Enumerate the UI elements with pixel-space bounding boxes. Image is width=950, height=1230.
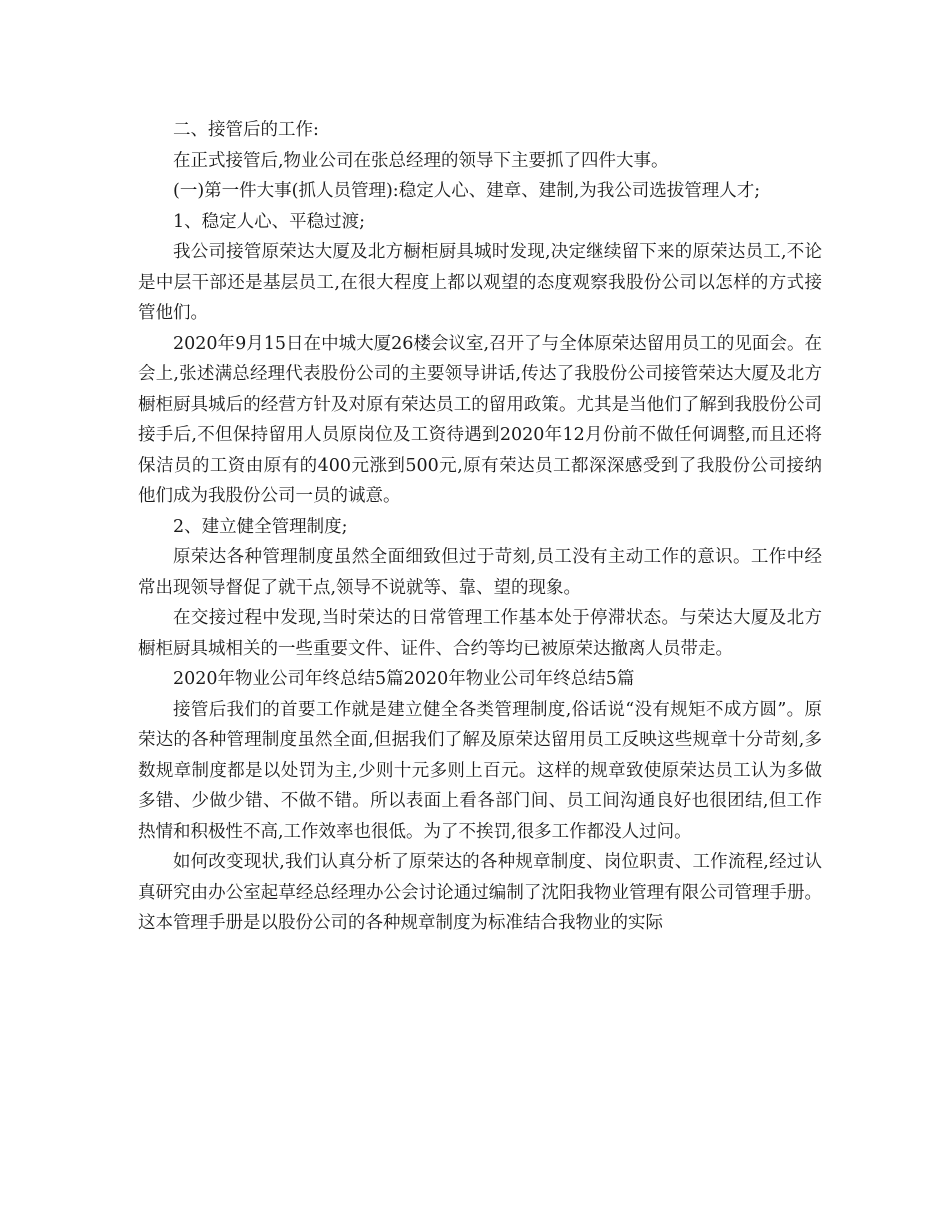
paragraph: 接管后我们的首要工作就是建立健全各类管理制度,俗话说“没有规矩不成方圆”。原荣达的各种管理制度虽然全面,但据我们了解及原荣达留用员工反映这些规章十分苛刻,多数规章制度都是以处罚为主,少则十元多则上百元。这样的规章致使原荣达员工认为多做多错、少做少错、不做不错。所以表面上看各部门间、员工间沟通良好也很团结,但工作热情和积极性不高,工作效率也很低。为了不挨罚,很多工作都没人过问。 — [138, 699, 822, 842]
paragraph: 2020年9月15日在中城大厦26楼会议室,召开了与全体原荣达留用员工的见面会。在会上,张述满总经理代表股份公司的主要领导讲话,传达了我股份公司接管荣达大厦及北方橱柜厨具城后的经营方针及对原有荣达员工的留用政策。尤其是当他们了解到我股份公司接手后,不但保持留用人员原岗位及工资待遇到2020年12月份前不做任何调整,而且还将保洁员的工资由原有的400元涨到500元,原有荣达员工都深深感受到了我股份公司接纳他们成为我股份公司一员的诚意。 — [138, 333, 822, 506]
title-line: 2020年物业公司年终总结5篇2020年物业公司年终总结5篇 — [173, 669, 635, 689]
paragraph: 原荣达各种管理制度虽然全面细致但过于苛刻,员工没有主动工作的意识。工作中经常出现领导督促了就干点,领导不说就等、靠、望的现象。 — [138, 547, 822, 598]
paragraph: 我公司接管原荣达大厦及北方橱柜厨具城时发现,决定继续留下来的原荣达员工,不论是中层干部还是基层员工,在很大程度上都以观望的态度观察我股份公司以怎样的方式接管他们。 — [138, 242, 822, 323]
item-heading: 1、稳定人心、平稳过渡; — [173, 211, 366, 232]
item-heading: 2、建立健全管理制度; — [173, 516, 348, 537]
paragraph: 在正式接管后,物业公司在张总经理的领导下主要抓了四件大事。 — [173, 150, 669, 171]
section-heading: 二、接管后的工作: — [173, 120, 319, 140]
subsection-heading: (一)第一件大事(抓人员管理):稳定人心、建章、建制,为我公司选拔管理人才; — [173, 181, 761, 201]
document-body — [138, 115, 822, 939]
paragraph: 在交接过程中发现,当时荣达的日常管理工作基本处于停滞状态。与荣达大厦及北方橱柜厨具城相关的一些重要文件、证件、合约等均已被原荣达撤离人员带走。 — [138, 608, 822, 659]
paragraph: 如何改变现状,我们认真分析了原荣达的各种规章制度、岗位职责、工作流程,经过认真研究由办公室起草经总经理办公会讨论通过编制了沈阳我物业管理有限公司管理手册。这本管理手册是以股份公司的各种规章制度为标准结合我物业的实际 — [138, 852, 822, 933]
